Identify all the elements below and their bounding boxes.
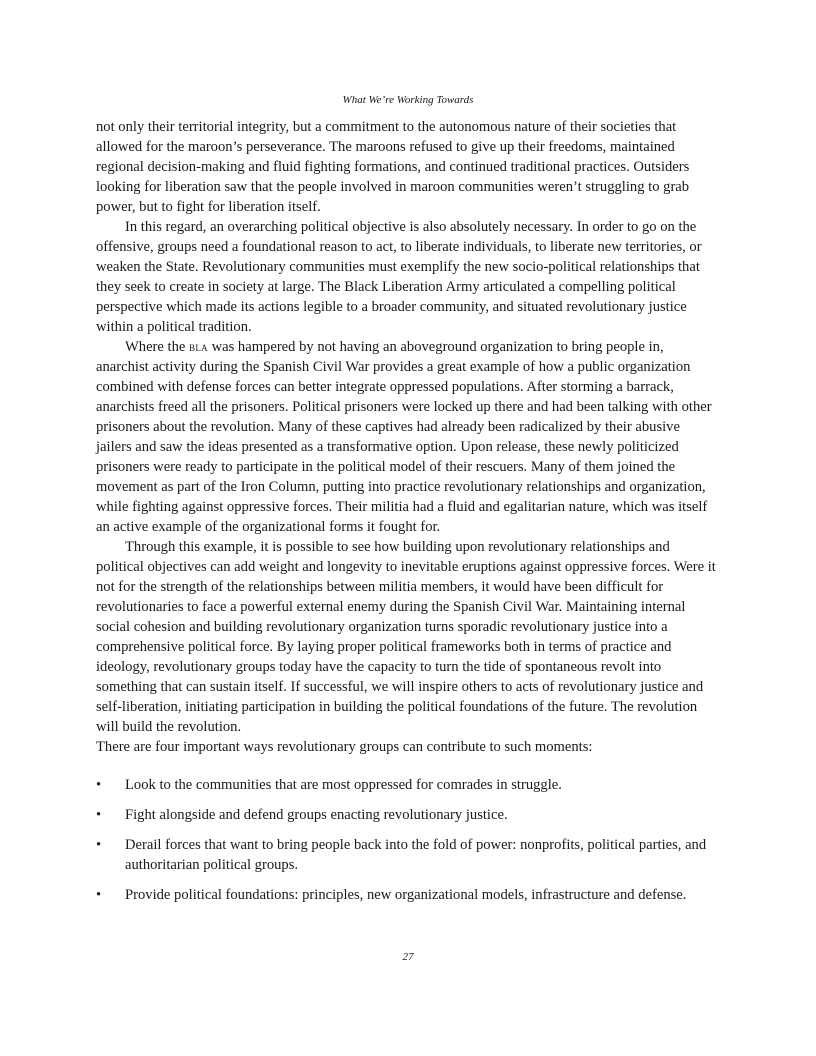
- list-item: [96, 805, 716, 825]
- bullet-icon: •: [96, 887, 102, 903]
- running-header: What We’re Working Towards: [342, 94, 474, 106]
- list-item: [96, 835, 716, 875]
- paragraph-spanish-civil-war: [96, 337, 716, 537]
- paragraph-revolutionary-relationships: Through this example, it is possible to see how building upon revolutionary relationships and political objectives can add weight and longevity to inevitable eruptions against oppressive forces. Were it not for the strength of the relationships between militia members, it would have been difficult for revolutionaries to face a powerful external enemy during the Spanish Civil War. Maintaining internal social cohesion and building revolutionary organization turns sporadic revolutionary justice into a comprehensive political force. By laying proper political frameworks both in terms of practice and ideology, revolutionary groups today have the capacity to turn the tide of spontaneous revolt into something that can sustain itself. If successful, we will inspire others to acts of revolutionary justice and self-liberation, initiating participation in building the political foundations of the future. The revolution will build the revolution.: [96, 539, 716, 735]
- list-item-text: Look to the communities that are most oppressed for comrades in struggle.: [125, 777, 562, 793]
- bullet-list: [96, 775, 716, 905]
- body-text: [96, 117, 716, 915]
- list-item-text: Provide political foundations: principles, new organizational models, infrastructure and defense.: [125, 887, 687, 903]
- paragraph-text-pre: Where the: [125, 339, 190, 355]
- list-item-text: Derail forces that want to bring people back into the fold of power: nonprofits, political parties, and authoritarian political groups.: [125, 837, 707, 873]
- paragraph-continued: not only their territorial integrity, but a commitment to the autonomous nature of their societies that allowed for the maroon’s perseverance. The maroons refused to give up their freedoms, maintained regional decision-making and fluid fighting formations, and continued traditional practices. Outsiders looking for liberation saw that the people involved in maroon communities weren’t struggling to grab power, but to fight for liberation itself.: [96, 119, 690, 215]
- list-item-text: Fight alongside and defend groups enacting revolutionary justice.: [125, 807, 508, 823]
- paragraph-political-objective: In this regard, an overarching political objective is also absolutely necessary. In order to go on the offensive, groups need a foundational reason to act, to liberate individuals, to liberate new territories, or weaken the State. Revolutionary communities must exemplify the new socio-political relationships that they seek to create in society at large. The Black Liberation Army articulated a compelling political perspective which made its actions legible to a broader community, and situated revolutionary justice within a political tradition.: [96, 219, 702, 335]
- abbreviation-bla: bla: [189, 339, 208, 354]
- bullet-icon: •: [96, 837, 102, 853]
- page-number: 27: [402, 951, 414, 963]
- paragraph-text-post: was hampered by not having an aboveground organization to bring people in, anarchist activity during the Spanish Civil War provides a great example of how a public organization combined with defense forces can better integrate oppressed populations. After storming a barrack, anarchists freed all the prisoners. Political prisoners were locked up there and had been talking with other prisoners about the revolution. Many of these captives had already been radicalized by their abusive jailers and saw the ideas presented as a transformative option. Upon release, these newly politicized prisoners were ready to participate in the political model of their rescuers. Many of them joined the movement as part of the Iron Column, putting into practice revolutionary relationships and organization, while fighting against oppressive forces. Their militia had a fluid and egalitarian nature, which was itself an active example of the organizational forms it fought for.: [96, 339, 712, 535]
- bullet-icon: •: [96, 777, 102, 793]
- bullet-icon: •: [96, 807, 102, 823]
- list-item: [96, 775, 716, 795]
- list-item: [96, 885, 716, 905]
- paragraph-list-intro: There are four important ways revolutionary groups can contribute to such moments:: [96, 739, 593, 755]
